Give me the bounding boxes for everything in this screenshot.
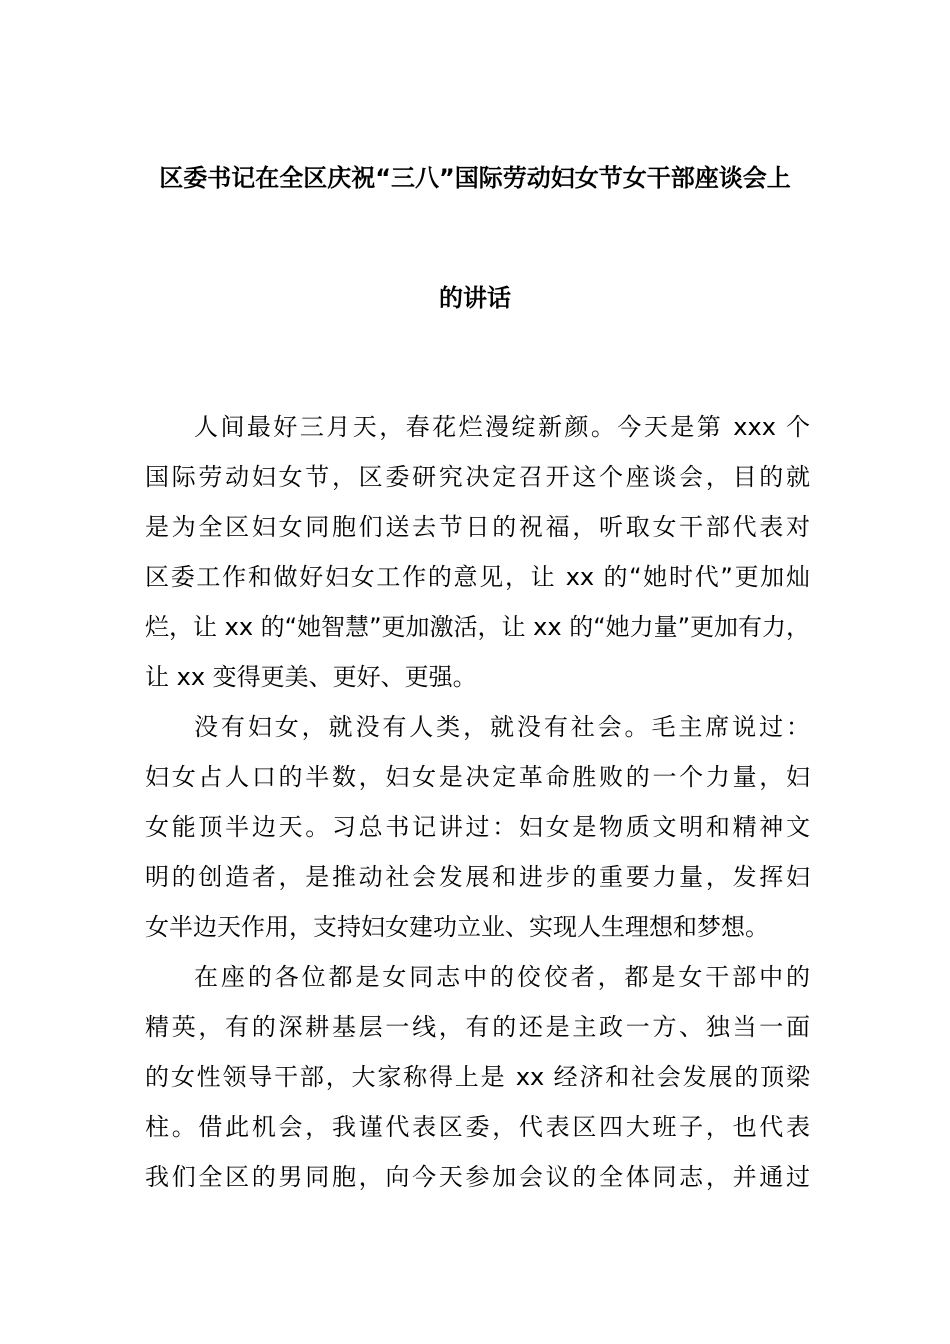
paragraph-line: 的女性领导干部，大家称得上是 xx 经济和社会发展的顶梁 — [145, 1063, 810, 1091]
paragraph-line: 人间最好三月天，春花烂漫绽新颜。今天是第 xxx 个 — [194, 413, 810, 441]
paragraph-line: 妇女占人口的半数，妇女是决定革命胜败的一个力量，妇 — [145, 763, 810, 791]
paragraph-line: 柱。借此机会，我谨代表区委，代表区四大班子，也代表 — [145, 1113, 810, 1141]
document-body — [145, 402, 810, 1202]
paragraph-line: 国际劳动妇女节，区委研究决定召开这个座谈会，目的就 — [145, 463, 810, 491]
paragraph-line: 明的创造者，是推动社会发展和进步的重要力量，发挥妇 — [145, 863, 810, 891]
paragraph-line: 没有妇女，就没有人类，就没有社会。毛主席说过： — [194, 713, 810, 741]
paragraph-2 — [145, 702, 810, 952]
paragraph-3 — [145, 952, 810, 1202]
paragraph-line: 在座的各位都是女同志中的佼佼者，都是女干部中的 — [194, 963, 810, 991]
paragraph-line: 让 xx 变得更美、更好、更强。 — [145, 663, 477, 691]
paragraph-line: 精英，有的深耕基层一线，有的还是主政一方、独当一面 — [145, 1013, 810, 1041]
document-title-line-2: 的讲话 — [439, 284, 511, 312]
paragraph-line: 我们全区的男同胞，向今天参加会议的全体同志，并通过 — [145, 1163, 810, 1191]
paragraph-line: 烂，让 xx 的“她智慧”更加激活，让 xx 的“她力量”更加有力， — [145, 613, 811, 641]
document-title-line-1: 区委书记在全区庆祝“三八”国际劳动妇女节女干部座谈会上 — [159, 164, 791, 192]
paragraph-line: 女能顶半边天。习总书记讲过：妇女是物质文明和精神文 — [145, 813, 810, 841]
paragraph-line: 是为全区妇女同胞们送去节日的祝福，听取女干部代表对 — [145, 513, 810, 541]
paragraph-line: 女半边天作用，支持妇女建功立业、实现人生理想和梦想。 — [145, 913, 769, 941]
paragraph-line: 区委工作和做好妇女工作的意见，让 xx 的“她时代”更加灿 — [145, 563, 810, 591]
paragraph-1 — [145, 402, 810, 702]
